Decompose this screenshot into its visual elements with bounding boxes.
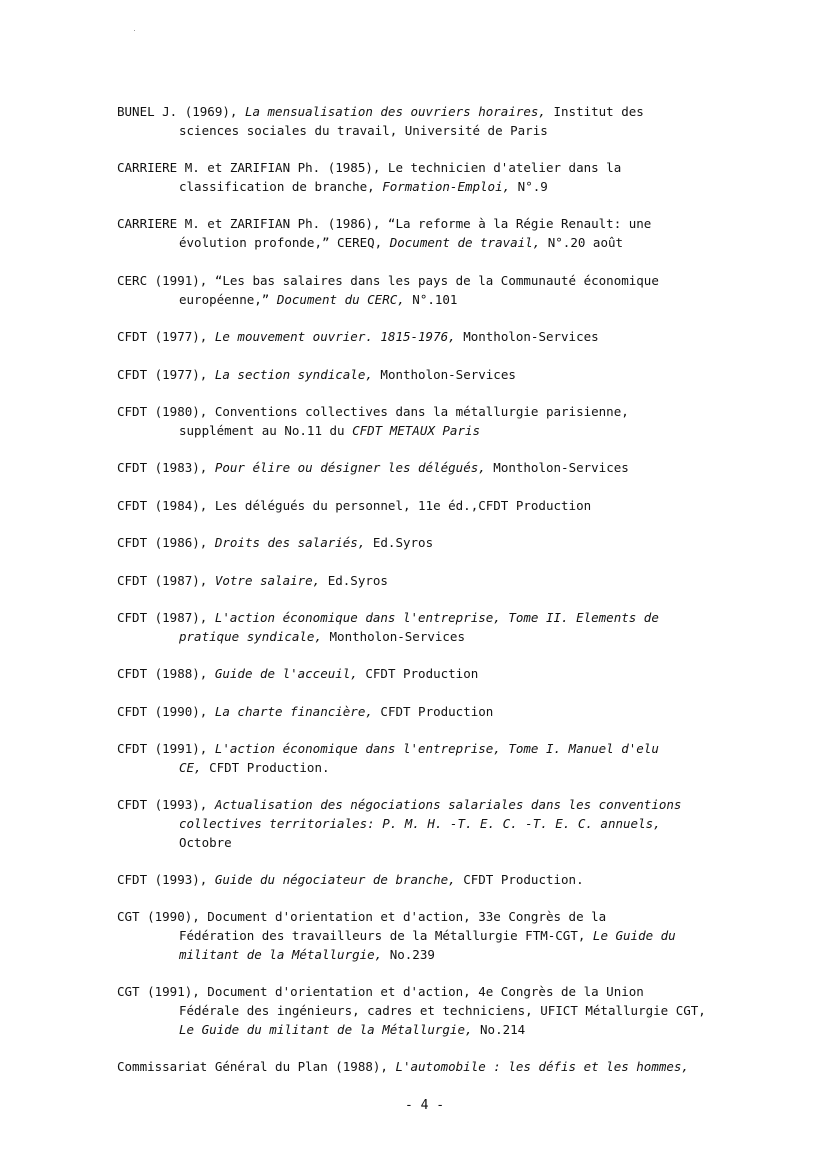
entry-line: BUNEL J. (1969), La mensualisation des ouvriers horaires, Institut des [117,104,644,119]
entry-line: CFDT (1993), Actualisation des négociations salariales dans les conventions [117,797,682,812]
entry-line: CFDT (1977), La section syndicale, Montholon-Services [117,367,516,382]
bibliography-entry [117,739,717,777]
entry-line: CERC (1991), “Les bas salaires dans les pays de la Communauté économique [117,273,659,288]
bibliography-entry [117,402,717,440]
entry-line: CGT (1990), Document d'orientation et d'action, 33e Congrès de la [117,909,607,924]
bibliography-entry [117,702,717,721]
entry-line: CFDT (1993), Guide du négociateur de branche, CFDT Production. [117,872,584,887]
bibliography-entry [117,458,717,477]
entry-line: CFDT (1990), La charte financière, CFDT Production [117,704,494,719]
entry-line: CFDT (1980), Conventions collectives dans la métallurgie parisienne, [117,404,629,419]
entry-line: collectives territoriales: P. M. H. -T. E. C. -T. E. C. annuels, [179,816,661,831]
bibliography-entry [117,664,717,683]
entry-line: classification de branche, Formation-Emploi, N°.9 [179,179,548,194]
entry-line: Le Guide du militant de la Métallurgie, No.214 [179,1022,526,1037]
entry-line: CFDT (1983), Pour élire ou désigner les délégués, Montholon-Services [117,460,629,475]
bibliography-entry [117,496,717,515]
page-number: - 4 - [405,1098,445,1113]
entry-line: Fédération des travailleurs de la Métallurgie FTM-CGT, Le Guide du [179,928,676,943]
bibliography-entry [117,795,717,852]
bibliography-entry [117,102,717,140]
bibliography-entry [117,870,717,889]
entry-line: CFDT (1991), L'action économique dans l'entreprise, Tome I. Manuel d'elu [117,741,659,756]
entry-line: CFDT (1984), Les délégués du personnel, 11e éd.,CFDT Production [117,498,592,513]
bibliography-entry [117,533,717,552]
entry-line: européenne,” Document du CERC, N°.101 [179,292,458,307]
entry-line: Octobre [179,835,232,850]
entry-line: CE, CFDT Production. [179,760,330,775]
bibliography-entry [117,608,717,646]
bibliography-entry [117,1057,717,1076]
entry-line: CFDT (1986), Droits des salariés, Ed.Syros [117,535,434,550]
entry-line: militant de la Métallurgie, No.239 [179,947,435,962]
bibliography-entry [117,982,717,1039]
bibliography-entry [117,327,717,346]
bibliography-entry [117,214,717,252]
entry-line: CARRIERE M. et ZARIFIAN Ph. (1986), “La reforme à la Régie Renault: une [117,216,652,231]
entry-line: sciences sociales du travail, Université de Paris [179,123,548,138]
entry-line: CFDT (1987), Votre salaire, Ed.Syros [117,573,388,588]
entry-line: CFDT (1977), Le mouvement ouvrier. 1815-1976, Montholon-Services [117,329,599,344]
bibliography-entry [117,158,717,196]
entry-line: CFDT (1987), L'action économique dans l'entreprise, Tome II. Elements de [117,610,659,625]
entry-line: Fédérale des ingénieurs, cadres et techniciens, UFICT Métallurgie CGT, [179,1003,706,1018]
entry-line: pratique syndicale, Montholon-Services [179,629,465,644]
entry-line: évolution profonde,” CEREQ, Document de travail, N°.20 août [179,235,624,250]
bibliography-entry [117,907,717,964]
entry-line: CARRIERE M. et ZARIFIAN Ph. (1985), Le technicien d'atelier dans la [117,160,622,175]
entry-line: CGT (1991), Document d'orientation et d'action, 4e Congrès de la Union [117,984,644,999]
bibliography-entry [117,365,717,384]
scan-speck [134,30,135,31]
entry-line: supplément au No.11 du CFDT METAUX Paris [179,423,481,438]
bibliography-entry [117,271,717,309]
bibliography-entry [117,571,717,590]
entry-line: Commissariat Général du Plan (1988), L'automobile : les défis et les hommes, [117,1059,689,1074]
entry-line: CFDT (1988), Guide de l'acceuil, CFDT Production [117,666,479,681]
